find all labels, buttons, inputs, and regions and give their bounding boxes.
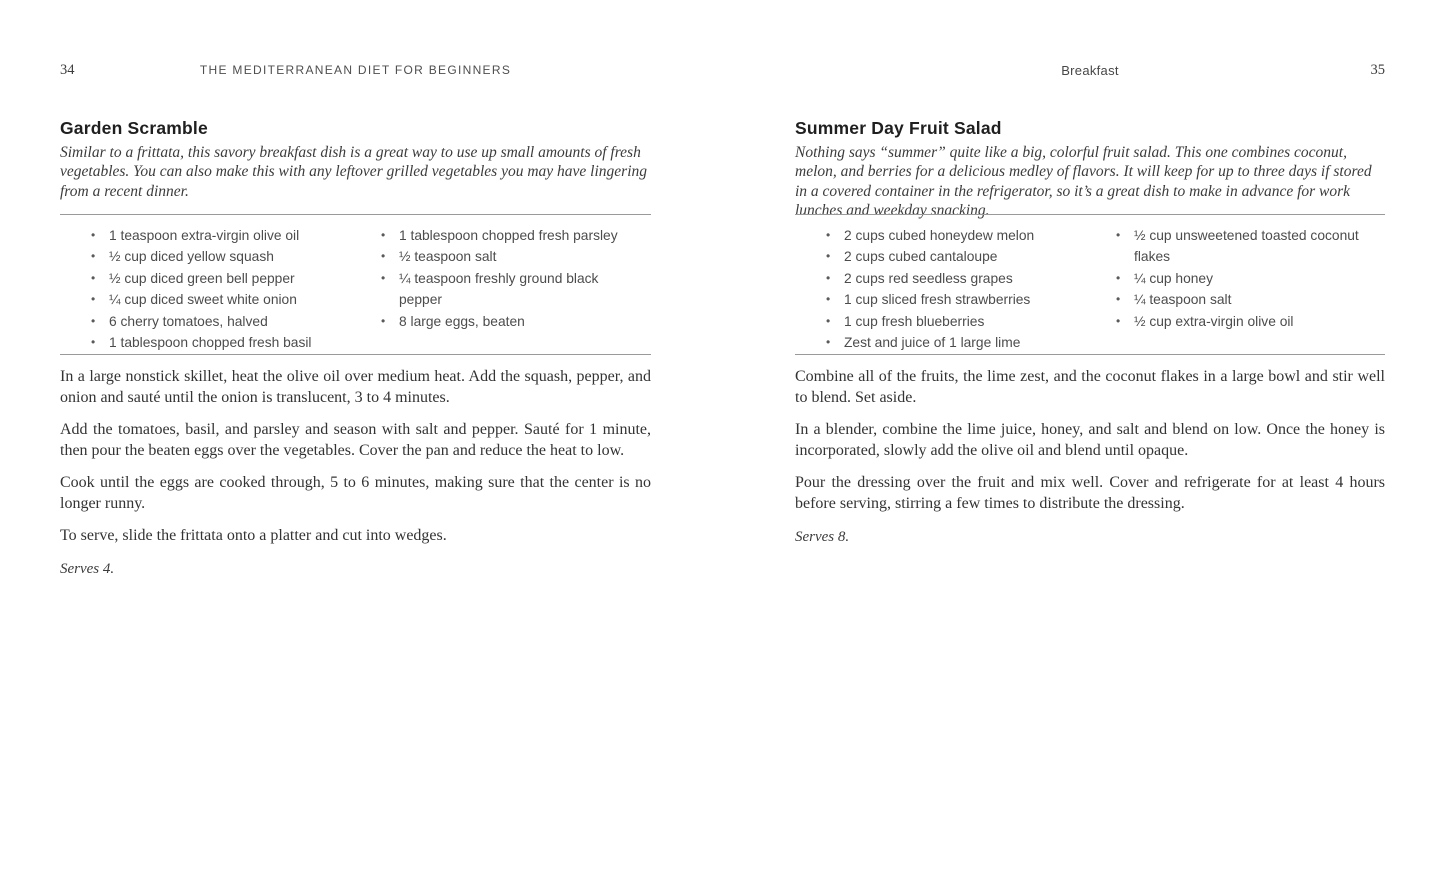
ingredient-item: • ½ cup unsweetened toasted coconut flakes <box>1113 225 1379 268</box>
ingredient-item: • 1 cup sliced fresh strawberries <box>823 289 1115 310</box>
ingredient-item: • Zest and juice of 1 large lime <box>823 332 1115 353</box>
ingredient-item: • 8 large eggs, beaten <box>378 311 644 332</box>
ingredient-item: • ¼ teaspoon freshly ground black pepper <box>378 268 644 311</box>
ingredient-item: • 1 tablespoon chopped fresh parsley <box>378 225 644 246</box>
method-section <box>795 366 1385 548</box>
ingredient-item: • 1 cup fresh blueberries <box>823 311 1115 332</box>
method-paragraph: In a large nonstick skillet, heat the olive oil over medium heat. Add the squash, pepper, and onion and sauté until the onion is translucent, 3 to 4 minutes. <box>60 368 651 407</box>
method-paragraph: In a blender, combine the lime juice, honey, and salt and blend on low. Once the honey is incorporated, slowly add the olive oil and blend until opaque. <box>795 420 1385 460</box>
book-page-right <box>795 0 1385 891</box>
running-head: Breakfast <box>1061 63 1119 78</box>
method-paragraph: Add the tomatoes, basil, and parsley and season with salt and pepper. Sauté for 1 minute, then pour the beaten eggs over the vegetables. Cover the pan and reduce the heat to low. <box>60 420 651 460</box>
recipe-intro: Similar to a frittata, this savory breakfast dish is a great way to use up small amounts of fresh vegetables. You can also make this with any leftover grilled vegetables you may have lingering from a recent dinner. <box>60 144 648 200</box>
ingredient-item: • 1 tablespoon chopped fresh basil <box>88 332 380 353</box>
ingredients-column-1 <box>823 225 1115 353</box>
ingredient-item: • 2 cups cubed cantaloupe <box>823 246 1115 267</box>
serves-note: Serves 4. <box>60 560 115 577</box>
ingredient-item: • ¼ cup honey <box>1113 268 1379 289</box>
page-header <box>795 63 1385 81</box>
ingredients-section <box>795 214 1385 355</box>
ingredients-column-2 <box>378 225 644 332</box>
ingredient-item: • 2 cups red seedless grapes <box>823 268 1115 289</box>
method-paragraph: Pour the dressing over the fruit and mix well. Cover and refrigerate for at least 4 hours before serving, stirring a few times to distribute the dressing. <box>795 473 1385 513</box>
recipe-title: Summer Day Fruit Salad <box>795 117 1002 138</box>
ingredients-column-2 <box>1113 225 1379 332</box>
ingredient-item: • ½ cup diced green bell pepper <box>88 268 380 289</box>
method-paragraph: Combine all of the fruits, the lime zest, and the coconut flakes in a large bowl and stir well to blend. Set aside. <box>795 368 1385 407</box>
ingredients-section <box>60 214 651 355</box>
running-head: THE MEDITERRANEAN DIET FOR BEGINNERS <box>199 63 512 77</box>
ingredient-item: • ½ cup extra-virgin olive oil <box>1113 311 1379 332</box>
ingredient-item: • ¼ teaspoon salt <box>1113 289 1379 310</box>
page-number: 34 <box>60 62 75 78</box>
serves-note: Serves 8. <box>795 529 850 546</box>
ingredient-item: • ¼ cup diced sweet white onion <box>88 289 380 310</box>
page-number: 35 <box>1370 62 1385 78</box>
ingredients-column-1 <box>88 225 380 353</box>
ingredient-item: • 1 teaspoon extra-virgin olive oil <box>88 225 380 246</box>
book-page-left <box>60 0 651 891</box>
ingredient-item: • ½ cup diced yellow squash <box>88 246 380 267</box>
ingredient-item: • ½ teaspoon salt <box>378 246 644 267</box>
ingredient-item: • 2 cups cubed honeydew melon <box>823 225 1115 246</box>
recipe-title: Garden Scramble <box>60 117 208 138</box>
page-header <box>60 63 651 81</box>
method-paragraph: Cook until the eggs are cooked through, 5 to 6 minutes, making sure that the center is no longer runny. <box>60 473 651 513</box>
recipe-intro: Nothing says “summer” quite like a big, colorful fruit salad. This one combines coconut, melon, and berries for a delicious medley of flavors. It will keep for up to three days if stored in a covered container in the refrigerator, so it’s a great dish to make in advance for work lunches and weekday snacking. <box>795 144 1372 219</box>
ingredient-item: • 6 cherry tomatoes, halved <box>88 311 380 332</box>
method-section <box>60 366 651 580</box>
method-paragraph: To serve, slide the frittata onto a platter and cut into wedges. <box>60 526 447 544</box>
